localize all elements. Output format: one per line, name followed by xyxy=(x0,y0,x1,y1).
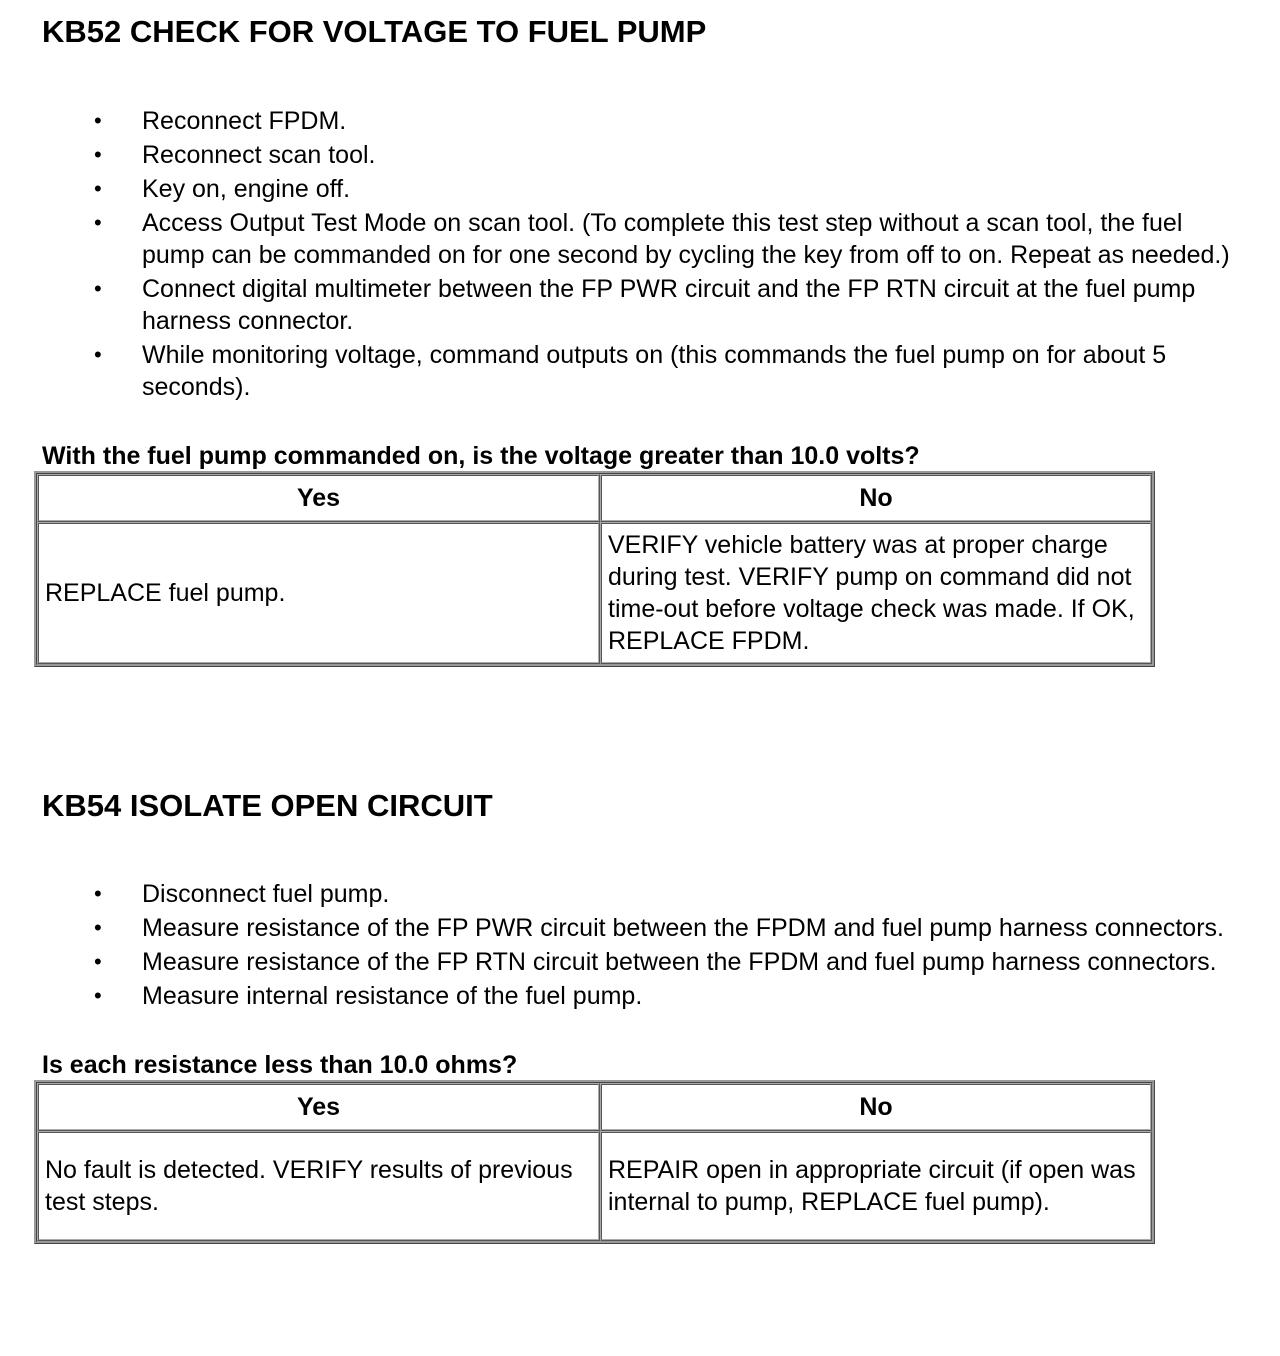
yes-cell: REPLACE fuel pump. xyxy=(37,522,600,664)
list-item-text: Measure internal resistance of the fuel pump. xyxy=(142,982,643,1010)
no-cell: VERIFY vehicle battery was at proper charge during test. VERIFY pump on command did not time-out before voltage check was made. If OK, REPLACE FPDM. xyxy=(600,522,1152,664)
list-item xyxy=(42,207,1242,271)
yes-cell: No fault is detected. VERIFY results of previous test steps. xyxy=(37,1131,600,1241)
list-item-text: Measure resistance of the FP PWR circuit between the FPDM and fuel pump harness connectors. xyxy=(142,914,1224,942)
bullet-icon: • xyxy=(94,949,102,974)
yes-header: Yes xyxy=(37,1083,600,1131)
list-item-text: Access Output Test Mode on scan tool. (To complete this test step without a scan tool, the fuel pump can be commanded on for one second by cycling the key from off to on. Repeat as needed.) xyxy=(142,209,1230,269)
bullet-icon: • xyxy=(94,108,102,133)
result-table xyxy=(34,471,1155,667)
list-item xyxy=(42,946,1242,978)
bullet-icon: • xyxy=(94,210,102,235)
table-row xyxy=(37,1131,1152,1241)
list-item-text: Disconnect fuel pump. xyxy=(142,880,390,908)
no-header: No xyxy=(600,474,1152,522)
bullet-icon: • xyxy=(94,276,102,301)
list-item-text: Key on, engine off. xyxy=(142,175,351,203)
list-item xyxy=(42,139,1242,171)
list-item xyxy=(42,878,1242,910)
section-kb54 xyxy=(42,786,1242,1244)
list-item xyxy=(42,173,1242,205)
no-header: No xyxy=(600,1083,1152,1131)
list-item-text: Reconnect FPDM. xyxy=(142,107,347,135)
test-question: With the fuel pump commanded on, is the voltage greater than 10.0 volts? xyxy=(42,442,920,470)
section-title: KB52 CHECK FOR VOLTAGE TO FUEL PUMP xyxy=(42,14,707,49)
list-item xyxy=(42,273,1242,337)
step-list xyxy=(42,878,1242,1012)
step-list xyxy=(42,105,1242,403)
list-item-text: Connect digital multimeter between the FP PWR circuit and the FP RTN circuit at the fuel pump harness connector. xyxy=(142,275,1196,335)
table-row xyxy=(37,522,1152,664)
table-header-row xyxy=(37,474,1152,522)
section-kb52 xyxy=(42,12,1242,667)
bullet-icon: • xyxy=(94,915,102,940)
table-header-row xyxy=(37,1083,1152,1131)
list-item xyxy=(42,912,1242,944)
list-item xyxy=(42,339,1242,403)
bullet-icon: • xyxy=(94,342,102,367)
list-item xyxy=(42,105,1242,137)
no-cell: REPAIR open in appropriate circuit (if open was internal to pump, REPLACE fuel pump). xyxy=(600,1131,1152,1241)
result-table xyxy=(34,1080,1155,1244)
bullet-icon: • xyxy=(94,176,102,201)
section-title: KB54 ISOLATE OPEN CIRCUIT xyxy=(42,788,493,823)
bullet-icon: • xyxy=(94,881,102,906)
list-item-text: Measure resistance of the FP RTN circuit between the FPDM and fuel pump harness connectors. xyxy=(142,948,1217,976)
list-item-text: While monitoring voltage, command outputs on (this commands the fuel pump on for about 5 seconds). xyxy=(142,341,1167,401)
yes-header: Yes xyxy=(37,474,600,522)
list-item-text: Reconnect scan tool. xyxy=(142,141,376,169)
list-item xyxy=(42,980,1242,1012)
bullet-icon: • xyxy=(94,142,102,167)
bullet-icon: • xyxy=(94,983,102,1008)
test-question: Is each resistance less than 10.0 ohms? xyxy=(42,1051,518,1079)
